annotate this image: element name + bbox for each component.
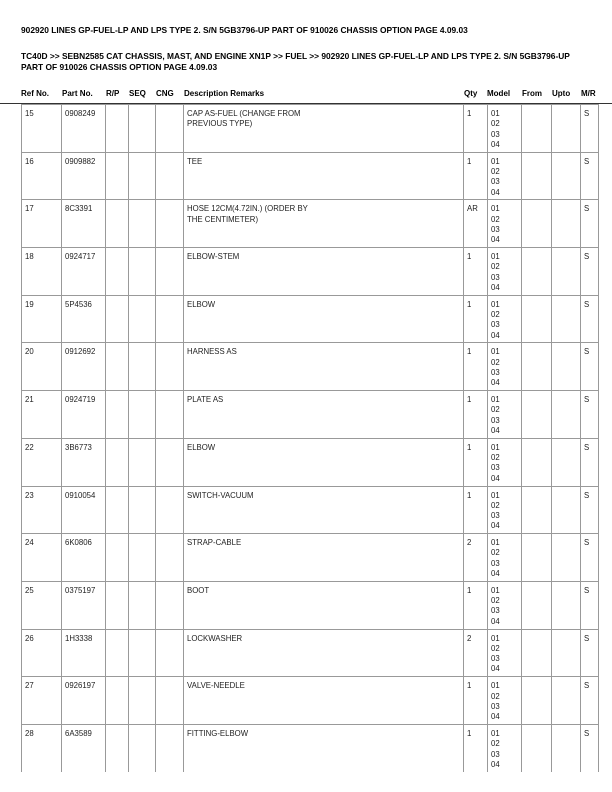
table-row xyxy=(22,438,599,486)
upto-cell xyxy=(552,629,581,677)
part-no-cell: 1H3338 xyxy=(62,629,106,677)
description-cell: SWITCH-VACUUM xyxy=(184,486,464,534)
ref-no-cell: 20 xyxy=(22,343,62,391)
rp-cell xyxy=(106,486,129,534)
mr-cell: S xyxy=(581,295,599,343)
from-cell xyxy=(522,677,552,725)
qty-cell: 1 xyxy=(464,295,488,343)
ref-no-cell: 17 xyxy=(22,200,62,248)
seq-cell xyxy=(129,724,156,771)
from-cell xyxy=(522,391,552,439)
cng-cell xyxy=(156,486,184,534)
ref-no-cell: 26 xyxy=(22,629,62,677)
col-part: Part No. xyxy=(62,89,93,98)
seq-cell xyxy=(129,486,156,534)
ref-no-cell: 23 xyxy=(22,486,62,534)
description-cell: ELBOW xyxy=(184,438,464,486)
cng-cell xyxy=(156,105,184,153)
seq-cell xyxy=(129,581,156,629)
col-ref: Ref No. xyxy=(21,89,49,98)
cng-cell xyxy=(156,343,184,391)
rp-cell xyxy=(106,677,129,725)
mr-cell: S xyxy=(581,200,599,248)
part-no-cell: 3B6773 xyxy=(62,438,106,486)
qty-cell: 1 xyxy=(464,343,488,391)
upto-cell xyxy=(552,486,581,534)
rp-cell xyxy=(106,581,129,629)
rp-cell xyxy=(106,295,129,343)
mr-cell: S xyxy=(581,248,599,296)
upto-cell xyxy=(552,343,581,391)
table-row xyxy=(22,248,599,296)
rp-cell xyxy=(106,152,129,200)
part-no-cell: 0910054 xyxy=(62,486,106,534)
breadcrumb: TC40D >> SEBN2585 CAT CHASSIS, MAST, AND ENGINE XN1P >> FUEL >> 902920 LINES GP-FUEL-LP AND LPS TYPE 2. S/N 5GB3796-UP PART OF 910026 CHASSIS OPTION PAGE 4.09.03 xyxy=(21,51,570,72)
from-cell xyxy=(522,438,552,486)
model-cell: 01 02 03 04 xyxy=(488,581,522,629)
table-row xyxy=(22,581,599,629)
seq-cell xyxy=(129,629,156,677)
description-cell: FITTING-ELBOW xyxy=(184,724,464,771)
upto-cell xyxy=(552,295,581,343)
part-no-cell: 5P4536 xyxy=(62,295,106,343)
from-cell xyxy=(522,486,552,534)
col-cng: CNG xyxy=(156,89,174,98)
table-row xyxy=(22,534,599,582)
col-model: Model xyxy=(487,89,511,98)
seq-cell xyxy=(129,200,156,248)
from-cell xyxy=(522,152,552,200)
qty-cell: 1 xyxy=(464,677,488,725)
cng-cell xyxy=(156,391,184,439)
seq-cell xyxy=(129,534,156,582)
ref-no-cell: 28 xyxy=(22,724,62,771)
description-cell: PLATE AS xyxy=(184,391,464,439)
from-cell xyxy=(522,534,552,582)
col-mr: M/R xyxy=(581,89,596,98)
table-row xyxy=(22,391,599,439)
col-seq: SEQ xyxy=(129,89,146,98)
page-title: 902920 LINES GP-FUEL-LP AND LPS TYPE 2. S/N 5GB3796-UP PART OF 910026 CHASSIS OPTION PAGE 4.09.03 xyxy=(21,25,468,35)
upto-cell xyxy=(552,152,581,200)
table-row xyxy=(22,295,599,343)
rp-cell xyxy=(106,534,129,582)
ref-no-cell: 19 xyxy=(22,295,62,343)
mr-cell: S xyxy=(581,724,599,771)
table-row xyxy=(22,677,599,725)
table-row xyxy=(22,152,599,200)
description-cell: TEE xyxy=(184,152,464,200)
from-cell xyxy=(522,343,552,391)
rp-cell xyxy=(106,248,129,296)
col-upto: Upto xyxy=(552,89,571,98)
rp-cell xyxy=(106,629,129,677)
part-no-cell: 0908249 xyxy=(62,105,106,153)
mr-cell: S xyxy=(581,629,599,677)
cng-cell xyxy=(156,724,184,771)
model-cell: 01 02 03 04 xyxy=(488,534,522,582)
ref-no-cell: 24 xyxy=(22,534,62,582)
seq-cell xyxy=(129,105,156,153)
qty-cell: 1 xyxy=(464,152,488,200)
from-cell xyxy=(522,248,552,296)
seq-cell xyxy=(129,295,156,343)
description-cell: LOCKWASHER xyxy=(184,629,464,677)
qty-cell: 1 xyxy=(464,581,488,629)
qty-cell: 1 xyxy=(464,438,488,486)
col-qty: Qty xyxy=(464,89,478,98)
part-no-cell: 0375197 xyxy=(62,581,106,629)
qty-cell: 1 xyxy=(464,248,488,296)
ref-no-cell: 16 xyxy=(22,152,62,200)
mr-cell: S xyxy=(581,677,599,725)
table-row xyxy=(22,486,599,534)
from-cell xyxy=(522,295,552,343)
from-cell xyxy=(522,629,552,677)
description-cell: CAP AS-FUEL (CHANGE FROM PREVIOUS TYPE) xyxy=(184,105,464,153)
qty-cell: 1 xyxy=(464,391,488,439)
mr-cell: S xyxy=(581,534,599,582)
upto-cell xyxy=(552,200,581,248)
part-no-cell: 8C3391 xyxy=(62,200,106,248)
cng-cell xyxy=(156,248,184,296)
ref-no-cell: 18 xyxy=(22,248,62,296)
model-cell: 01 02 03 04 xyxy=(488,295,522,343)
description-cell: VALVE-NEEDLE xyxy=(184,677,464,725)
part-no-cell: 0924719 xyxy=(62,391,106,439)
part-no-cell: 6K0806 xyxy=(62,534,106,582)
table-row xyxy=(22,105,599,153)
table-row xyxy=(22,343,599,391)
cng-cell xyxy=(156,200,184,248)
cng-cell xyxy=(156,438,184,486)
ref-no-cell: 27 xyxy=(22,677,62,725)
table-row xyxy=(22,200,599,248)
mr-cell: S xyxy=(581,343,599,391)
model-cell: 01 02 03 04 xyxy=(488,248,522,296)
model-cell: 01 02 03 04 xyxy=(488,152,522,200)
rp-cell xyxy=(106,343,129,391)
rp-cell xyxy=(106,105,129,153)
part-no-cell: 0909882 xyxy=(62,152,106,200)
seq-cell xyxy=(129,248,156,296)
upto-cell xyxy=(552,391,581,439)
mr-cell: S xyxy=(581,391,599,439)
upto-cell xyxy=(552,438,581,486)
part-no-cell: 6A3589 xyxy=(62,724,106,771)
description-cell: ELBOW xyxy=(184,295,464,343)
rp-cell xyxy=(106,391,129,439)
rp-cell xyxy=(106,438,129,486)
ref-no-cell: 25 xyxy=(22,581,62,629)
seq-cell xyxy=(129,343,156,391)
qty-cell: 1 xyxy=(464,724,488,771)
qty-cell: 1 xyxy=(464,105,488,153)
seq-cell xyxy=(129,677,156,725)
description-cell: HARNESS AS xyxy=(184,343,464,391)
mr-cell: S xyxy=(581,581,599,629)
mr-cell: S xyxy=(581,486,599,534)
description-cell: HOSE 12CM(4.72IN.) (ORDER BY THE CENTIMETER) xyxy=(184,200,464,248)
from-cell xyxy=(522,724,552,771)
from-cell xyxy=(522,200,552,248)
part-no-cell: 0924717 xyxy=(62,248,106,296)
upto-cell xyxy=(552,677,581,725)
cng-cell xyxy=(156,677,184,725)
col-from: From xyxy=(522,89,542,98)
ref-no-cell: 21 xyxy=(22,391,62,439)
table-header xyxy=(0,89,612,104)
cng-cell xyxy=(156,629,184,677)
qty-cell: 2 xyxy=(464,534,488,582)
mr-cell: S xyxy=(581,152,599,200)
upto-cell xyxy=(552,724,581,771)
model-cell: 01 02 03 04 xyxy=(488,391,522,439)
qty-cell: 2 xyxy=(464,629,488,677)
model-cell: 01 02 03 04 xyxy=(488,438,522,486)
description-cell: ELBOW-STEM xyxy=(184,248,464,296)
col-desc: Description Remarks xyxy=(184,89,265,98)
upto-cell xyxy=(552,105,581,153)
cng-cell xyxy=(156,534,184,582)
table-row xyxy=(22,724,599,771)
col-rp: R/P xyxy=(106,89,120,98)
upto-cell xyxy=(552,581,581,629)
qty-cell: AR xyxy=(464,200,488,248)
seq-cell xyxy=(129,391,156,439)
ref-no-cell: 22 xyxy=(22,438,62,486)
qty-cell: 1 xyxy=(464,486,488,534)
rp-cell xyxy=(106,200,129,248)
ref-no-cell: 15 xyxy=(22,105,62,153)
description-cell: BOOT xyxy=(184,581,464,629)
model-cell: 01 02 03 04 xyxy=(488,724,522,771)
mr-cell: S xyxy=(581,438,599,486)
rp-cell xyxy=(106,724,129,771)
model-cell: 01 02 03 04 xyxy=(488,105,522,153)
cng-cell xyxy=(156,581,184,629)
mr-cell: S xyxy=(581,105,599,153)
part-no-cell: 0926197 xyxy=(62,677,106,725)
part-no-cell: 0912692 xyxy=(62,343,106,391)
from-cell xyxy=(522,581,552,629)
upto-cell xyxy=(552,248,581,296)
upto-cell xyxy=(552,534,581,582)
from-cell xyxy=(522,105,552,153)
cng-cell xyxy=(156,295,184,343)
table-row xyxy=(22,629,599,677)
model-cell: 01 02 03 04 xyxy=(488,677,522,725)
model-cell: 01 02 03 04 xyxy=(488,200,522,248)
model-cell: 01 02 03 04 xyxy=(488,343,522,391)
seq-cell xyxy=(129,152,156,200)
model-cell: 01 02 03 04 xyxy=(488,486,522,534)
model-cell: 01 02 03 04 xyxy=(488,629,522,677)
cng-cell xyxy=(156,152,184,200)
parts-table xyxy=(21,104,599,772)
description-cell: STRAP-CABLE xyxy=(184,534,464,582)
seq-cell xyxy=(129,438,156,486)
